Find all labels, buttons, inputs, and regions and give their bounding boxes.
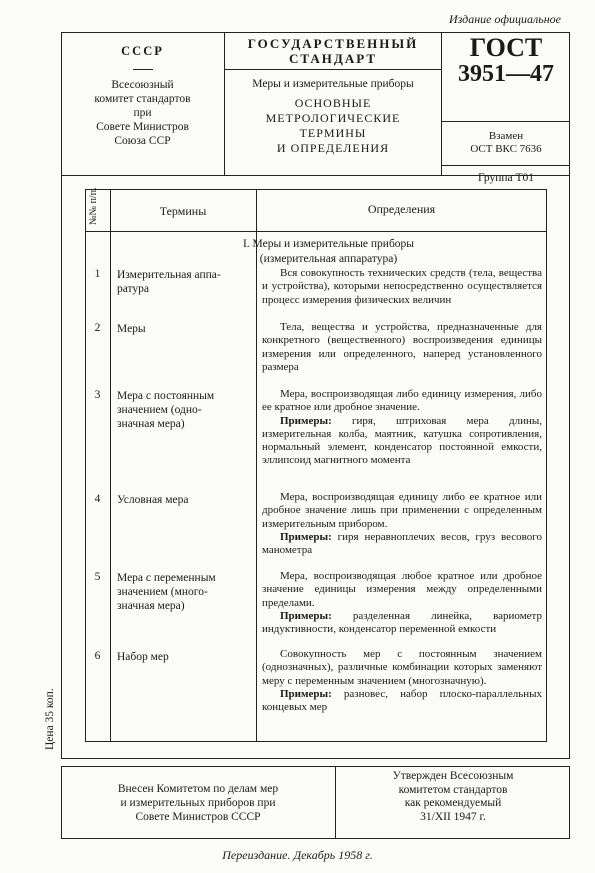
submitted-by-label: Внесен Комитетом по делам мер и измерительных приборов при Совете Министров СССР [61, 766, 336, 839]
row-number: 2 [94, 322, 101, 334]
section-title: I. Меры и измерительные приборы [242, 238, 415, 250]
edition-label: Издание официальное [448, 12, 561, 26]
approved-by-label: Утвержден Всесоюзным комитетом стандартов как рекомендуемый 31/XII 1947 г. [392, 770, 514, 823]
definition-text: Мера, воспроизводящая единицу либо ее кратное или дробное значение лишь при применении с определенным измерительным прибором. Примеры: гиря неравноплечих весов, груз весового манометра [262, 491, 542, 557]
examples-label: Примеры: [280, 530, 332, 543]
definition-text: Мера, воспроизводящая любое кратное или дробное значение единицы измерения между определенными пределами. Примеры: разделенная линейка, вариометр индуктивности, конденсатор переменной емкости [262, 570, 542, 636]
price-stamp: Цена 35 коп. [44, 688, 56, 750]
col-header-definitions: Определения [367, 202, 436, 216]
standard-number: 3951—47 [442, 60, 570, 122]
col-divider-terms [256, 189, 257, 742]
state-standard-label: ГОСУДАРСТВЕННЫЙ СТАНДАРТ [225, 32, 441, 70]
table-header-divider [85, 231, 547, 232]
section-subtitle: (измерительная аппаратура) [259, 253, 398, 265]
subject-label: Меры и измерительные приборы [252, 78, 414, 90]
examples-label: Примеры: [280, 687, 332, 700]
examples-text: разновес, набор плоско-параллельных концевых мер [262, 687, 542, 714]
row-number: 3 [94, 389, 101, 401]
examples-text: разделенная линейка, вариометр индуктивности, конденсатор переменной емкости [262, 609, 542, 636]
term-text: Измерительная аппа- ратура [117, 269, 221, 295]
term-text: Меры [117, 323, 146, 335]
title-block [225, 32, 442, 175]
standard-id-block [442, 32, 570, 184]
term-text: Мера с постоянным значением (одно- значная мера) [117, 390, 215, 430]
header-divider [61, 175, 570, 176]
row-number: 6 [94, 650, 101, 662]
group-label: Группа Т01 [477, 172, 535, 184]
examples-label: Примеры: [280, 414, 332, 427]
term-text: Набор мер [117, 651, 169, 663]
col-header-terms: Термины [159, 204, 207, 218]
row-number: 4 [94, 493, 101, 505]
definition-text: Вся совокупность технических средств (тела, вещества и устройства), которыми непосредственно осуществляется процесс измерения физических величин [262, 267, 542, 306]
row-number: 5 [94, 571, 101, 583]
term-text: Условная мера [117, 494, 189, 506]
gost-label: ГОСТ [469, 33, 543, 62]
issuer-block [61, 32, 225, 175]
reissue-label: Переиздание. Декабрь 1958 г. [222, 848, 373, 862]
divider [133, 69, 153, 70]
row-number: 1 [94, 268, 101, 280]
committee-label: Всесоюзный комитет стандартов при Совете Министров Союза ССР [94, 79, 191, 147]
term-text: Мера с переменным значением (много- значная мера) [117, 572, 216, 612]
examples-text: гиря, штриховая мера длины, измерительная колба, маятник, катушка сопротивления, нормальный элемент, конденсатор постоянной емкости, эллипсоид магнитного момента [262, 414, 542, 467]
examples-label: Примеры: [280, 609, 332, 622]
country-label: СССР [121, 44, 164, 58]
examples-text: гиря неравноплечих весов, груз весового манометра [262, 530, 542, 557]
col-header-no: №№ п/п. [88, 187, 99, 225]
replaces-label: Взамен ОСТ ВКС 7636 [442, 122, 570, 166]
col-divider-no [110, 189, 111, 742]
definition-text: Мера, воспроизводящая либо единицу измерения, либо ее кратное или дробное значение. Примеры: гиря, штриховая мера длины, измерительная колба, маятник, катушка сопротивления, нормальный элемент, конденсатор постоянной емкости, эллипсоид магнитного момента [262, 388, 542, 467]
document-title: ОСНОВНЫЕ МЕТРОЛОГИЧЕСКИЕ ТЕРМИНЫ И ОПРЕДЕЛЕНИЯ [265, 96, 401, 155]
definition-text: Тела, вещества и устройства, предназначенные для конкретного (вещественного) воспроизведения единицы измерения или определенного, наперед установленного размера [262, 321, 542, 373]
definition-text: Совокупность мер с постоянным значением (однозначных), различные комбинации которых заменяют меру с переменным значением (многозначную). Примеры: разновес, набор плоско-параллельных концевых мер [262, 648, 542, 714]
